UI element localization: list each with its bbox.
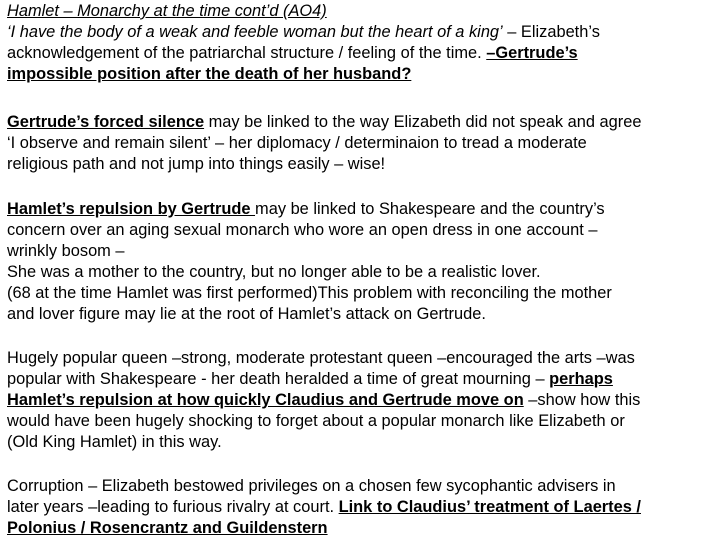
text-line: would have been hugely shocking to forget about a popular monarch like Elizabeth or <box>7 412 625 430</box>
text-line: wrinkly bosom – <box>7 242 125 260</box>
text-span: –show how this <box>523 391 641 409</box>
text-line: concern over an aging sexual monarch who wore an open dress in one account – <box>7 221 598 239</box>
text-line <box>7 497 717 518</box>
text-span: may be linked to the way Elizabeth did not speak and agree <box>204 113 642 131</box>
paragraph-heading: Gertrude’s forced silence <box>7 113 205 131</box>
paragraph-popular-queen <box>7 348 717 453</box>
text-line: religious path and not jump into things easily – wise! <box>7 155 386 173</box>
paragraph-corruption <box>7 476 717 539</box>
emphasis-text: perhaps <box>549 370 613 388</box>
text-line: Hugely popular queen –strong, moderate protestant queen –encouraged the arts –was <box>7 349 635 367</box>
text-line: ‘I observe and remain silent’ – her diplomacy / determinaion to tread a moderate <box>7 134 587 152</box>
elizabeth-quote: ‘I have the body of a weak and feeble woman but the heart of a king’ <box>7 23 503 41</box>
gertrude-position-emphasis-cont: impossible position after the death of her husband? <box>7 65 412 83</box>
text-span: may be linked to Shakespeare and the country’s <box>255 200 605 218</box>
text-line <box>7 112 717 133</box>
text-line <box>7 43 717 64</box>
paragraph-forced-silence <box>7 112 717 175</box>
emphasis-text: Hamlet’s repulsion at how quickly Claudius and Gertrude move on <box>7 391 524 409</box>
text-line <box>7 64 717 85</box>
gertrude-position-emphasis: –Gertrude’s <box>486 44 578 62</box>
text-line: (68 at the time Hamlet was first performed)This problem with reconciling the mother <box>7 284 612 302</box>
slide-title: Hamlet – Monarchy at the time cont’d (AO4) <box>7 2 327 20</box>
text-line <box>7 199 717 220</box>
emphasis-text: Polonius / Rosencrantz and Guildenstern <box>7 519 328 537</box>
emphasis-text: Link to Claudius’ treatment of Laertes / <box>338 498 641 516</box>
text-line: Corruption – Elizabeth bestowed privileges on a chosen few sycophantic advisers in <box>7 477 616 495</box>
paragraph-repulsion <box>7 199 717 325</box>
text-line: She was a mother to the country, but no longer able to be a realistic lover. <box>7 263 541 281</box>
text-line: and lover figure may lie at the root of Hamlet’s attack on Gertrude. <box>7 305 486 323</box>
text-span: later years –leading to furious rivalry at court. <box>7 498 339 516</box>
quote-attribution: – Elizabeth’s <box>502 23 600 41</box>
text-line <box>7 369 717 390</box>
text-line: (Old King Hamlet) in this way. <box>7 433 222 451</box>
text-line <box>7 390 717 411</box>
text-line <box>7 518 717 539</box>
title-block <box>7 1 717 85</box>
quote-line <box>7 22 717 43</box>
text-span: popular with Shakespeare - her death heralded a time of great mourning – <box>7 370 550 388</box>
text-span: acknowledgement of the patriarchal structure / feeling of the time. <box>7 44 487 62</box>
paragraph-heading: Hamlet’s repulsion by Gertrude <box>7 200 256 218</box>
title-line <box>7 1 717 22</box>
